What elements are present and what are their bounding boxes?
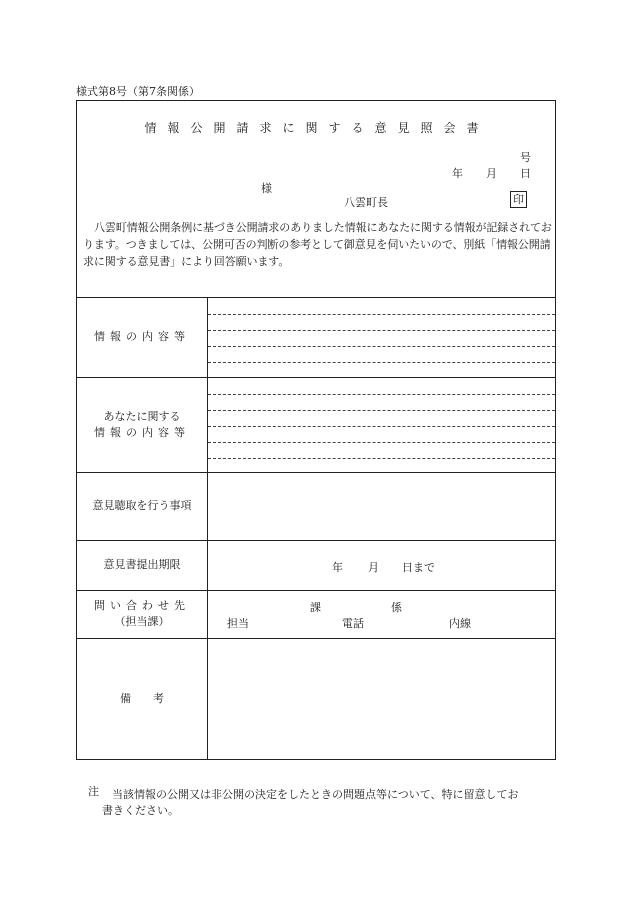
- number-label: 号: [520, 151, 531, 164]
- form-number: 様式第8号（第7条関係）: [76, 85, 200, 98]
- writing-line: [208, 346, 555, 347]
- writing-line: [208, 426, 555, 427]
- deadline-month: 月: [368, 561, 379, 574]
- remarks-text: 備 考: [120, 691, 164, 705]
- extension-label: 内線: [449, 617, 471, 630]
- contact-label: [77, 590, 207, 638]
- subsection-label: 係: [391, 601, 402, 614]
- deadline-label: [77, 540, 207, 590]
- deadline-until: 日まで: [402, 561, 435, 574]
- remarks-label: [77, 638, 207, 759]
- section-label: 課: [310, 601, 321, 614]
- column-divider: [207, 297, 208, 759]
- contact-line1: 問い合わせ先: [94, 599, 190, 612]
- writing-line: [208, 458, 555, 459]
- hearing-items-label: [77, 472, 207, 540]
- addressee-honorific: 様: [261, 182, 272, 195]
- seal-mark: 印: [510, 191, 527, 208]
- person-label: 担当: [227, 617, 249, 630]
- phone-label: 電話: [342, 617, 364, 630]
- info-content-text: 情報の内容等: [94, 330, 190, 343]
- hearing-items-text: 意見聴取を行う事項: [92, 499, 192, 512]
- your-info-line1: あなたに関する: [103, 409, 181, 423]
- your-info-label: [77, 377, 207, 472]
- inquiry-form: [76, 100, 556, 760]
- date-month-label: 月: [486, 167, 497, 180]
- your-info-line2: 情報の内容等: [94, 425, 190, 439]
- info-content-label: [77, 297, 207, 377]
- body-text: 八雲町情報公開条例に基づき公開請求のありました情報にあなたに関する情報が記録されております。つきましては、公開可否の判断の参考として御意見を伺いたいので、別紙「情報公開請求に関する意見書」により回答願います。: [83, 221, 552, 268]
- writing-line: [208, 442, 555, 443]
- writing-line: [208, 394, 555, 395]
- deadline-text: 意見書提出期限: [103, 558, 181, 571]
- sender-name: 八雲町長: [344, 196, 388, 209]
- writing-line: [208, 362, 555, 363]
- contact-line2: （担当課）: [114, 615, 170, 628]
- form-title: 情報公開請求に関する意見照会書: [144, 121, 490, 135]
- writing-line: [208, 410, 555, 411]
- note-marker: 注: [88, 785, 99, 798]
- deadline-year: 年: [332, 561, 343, 574]
- note-line2: 書きください。: [102, 804, 179, 817]
- date-day-label: 日: [520, 167, 531, 180]
- date-year-label: 年: [452, 167, 463, 180]
- writing-line: [208, 330, 555, 331]
- note-line1: 当該情報の公開又は非公開の決定をしたときの問題点等について、特に留意してお: [112, 788, 519, 801]
- writing-line: [208, 314, 555, 315]
